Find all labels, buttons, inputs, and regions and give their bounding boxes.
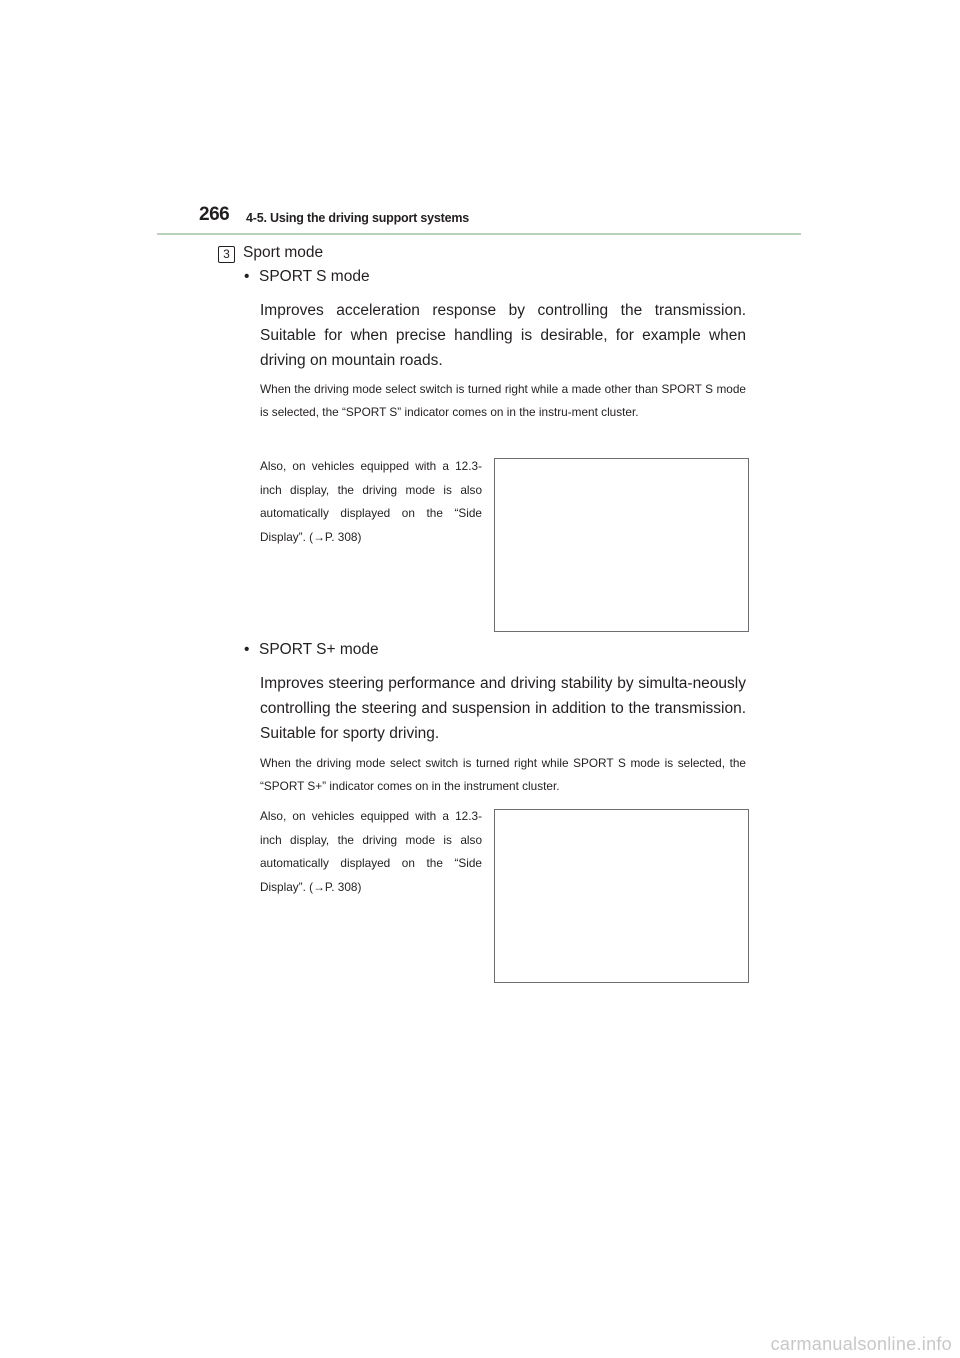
- side-display-note: Also, on vehicles equipped with a 12.3-inch display, the driving mode is also automatically displayed on the “Side Display”. (→P. 308): [260, 459, 482, 544]
- indicator-note: When the driving mode select switch is turned right while a made other than SPORT S mode is selected, the “SPORT S” indicator comes on in the instru-ment cluster.: [260, 382, 746, 419]
- mode-description: Improves acceleration response by controlling the transmission. Suitable for when precise handling is desirable, for example when driving on mountain roads.: [260, 302, 746, 369]
- side-display-note: Also, on vehicles equipped with a 12.3-inch display, the driving mode is also automatically displayed on the “Side Display”. (→P. 308): [260, 809, 482, 894]
- site-watermark: carmanualsonline.info: [770, 1334, 952, 1354]
- section-title: 4-5. Using the driving support systems: [246, 211, 470, 225]
- side-display-illustration: [494, 809, 749, 983]
- mode-description: Improves steering performance and driving stability by simulta-neously controlling the steering and suspension in addition to the transmission. Suitable for sporty driving.: [260, 675, 746, 742]
- step-heading: Sport mode: [243, 244, 324, 261]
- side-display-illustration: [494, 458, 749, 632]
- page-number: 266: [199, 204, 230, 225]
- header-divider: [157, 233, 801, 235]
- indicator-note: When the driving mode select switch is turned right while SPORT S mode is selected, the “SPORT S+” indicator comes on in the instrument cluster.: [260, 756, 746, 793]
- bullet-item: [244, 641, 379, 659]
- bullet-dot: •: [244, 641, 250, 658]
- bullet-dot: •: [244, 268, 250, 285]
- bullet-title: SPORT S mode: [259, 268, 370, 285]
- bullet-title: SPORT S+ mode: [259, 641, 379, 658]
- step-number-badge: 3: [218, 246, 235, 263]
- bullet-item: [244, 268, 370, 286]
